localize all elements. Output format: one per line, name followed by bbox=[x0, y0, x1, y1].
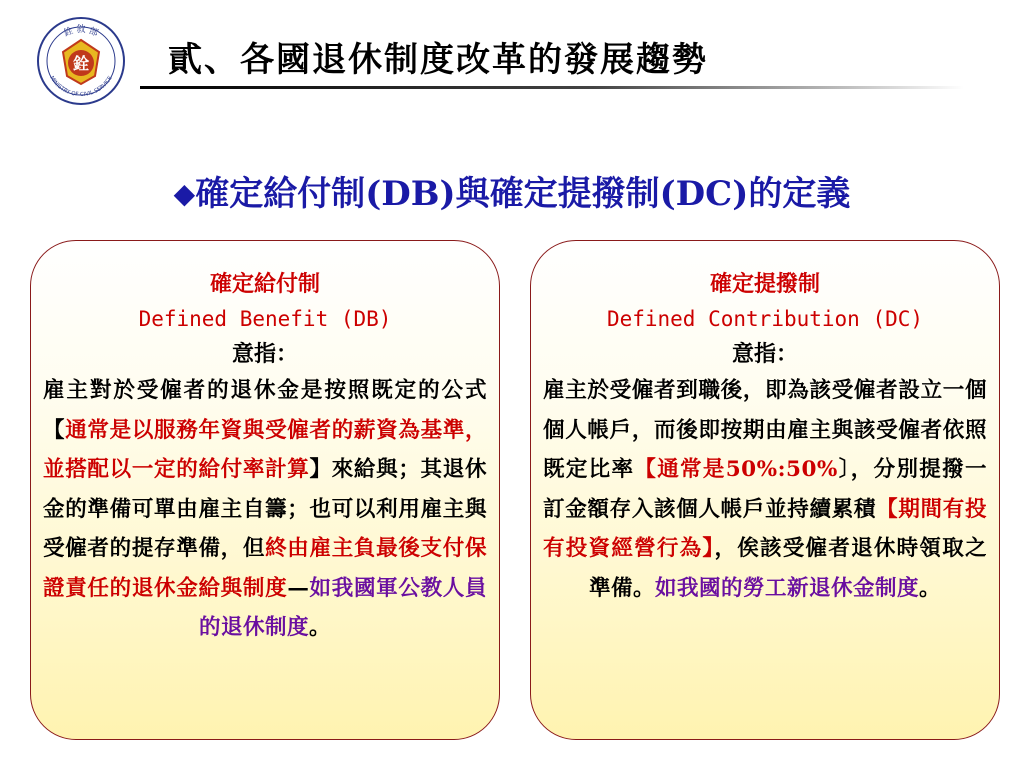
db-body-text: 】來給與；其退休金的準備可單由雇主自籌；也可以利用雇主與受僱者的提存準備，但 bbox=[43, 457, 487, 561]
ministry-logo bbox=[36, 16, 126, 106]
db-meaning-label: 意指： bbox=[231, 341, 298, 367]
dc-meaning-label: 意指： bbox=[731, 341, 798, 367]
slide-subtitle bbox=[0, 166, 1024, 215]
diamond-bullet-icon: ◆ bbox=[173, 177, 196, 210]
ministry-seal-icon bbox=[36, 16, 126, 106]
db-highlight-example: 如我國軍公教人員的退休制度 bbox=[198, 575, 487, 640]
db-panel-english: Defined Benefit (DB) bbox=[138, 307, 392, 331]
title-divider bbox=[140, 86, 964, 89]
svg-text:銓 敘 部: 銓 敘 部 bbox=[62, 25, 100, 39]
db-definition-panel bbox=[30, 240, 500, 740]
dc-highlight-example: 如我國的勞工新退休金制度 bbox=[654, 575, 919, 601]
dc-body-text: ，俟該受僱者退休時領取之準備。 bbox=[588, 536, 987, 601]
dc-definition-panel bbox=[530, 240, 1000, 740]
db-period: 。 bbox=[309, 615, 332, 640]
db-panel-title: 確定給付制 bbox=[209, 271, 320, 297]
dc-bracket-open: 【 bbox=[634, 457, 658, 482]
db-bracket-open: 【 bbox=[43, 417, 66, 443]
dc-highlight-ratio: 通常是50%:50% bbox=[657, 457, 838, 482]
dc-panel-title: 確定提撥制 bbox=[709, 271, 820, 297]
page-title: 貳、各國退休制度改革的發展趨勢 bbox=[168, 40, 708, 80]
db-panel-body bbox=[43, 371, 487, 648]
svg-text:MINISTRY OF CIVIL SERVICE: MINISTRY OF CIVIL SERVICE bbox=[48, 75, 114, 99]
dc-highlight-investment: 【期間有投有投資經營行為】 bbox=[543, 496, 987, 561]
db-highlight-guarantee: 終由雇主負最後支付保證責任的退休金給與制度 bbox=[43, 536, 487, 601]
dc-panel-body bbox=[543, 371, 987, 608]
dc-period: 。 bbox=[919, 575, 942, 601]
dc-body-text: 〕，分別提撥一訂金額存入該個人帳戶並持續累積 bbox=[543, 457, 987, 522]
svg-text:銓: 銓 bbox=[72, 54, 90, 73]
db-highlight-basis: 通常是以服務年資與受僱者的薪資為基準，並搭配以一定的給付率計算 bbox=[43, 417, 487, 482]
subtitle-text: 確定給付制(DB)與確定提撥制(DC)的定義 bbox=[195, 174, 851, 214]
db-dash: — bbox=[287, 575, 310, 601]
dc-body-text: 雇主於受僱者到職後，即為該受僱者設立一個個人帳戶，而後即按期由雇主與該受僱者依照既定比率 bbox=[543, 378, 987, 482]
db-body-text: 雇主對於受僱者的退休金是按照既定的公式 bbox=[43, 378, 487, 403]
dc-panel-english: Defined Contribution (DC) bbox=[606, 307, 924, 331]
